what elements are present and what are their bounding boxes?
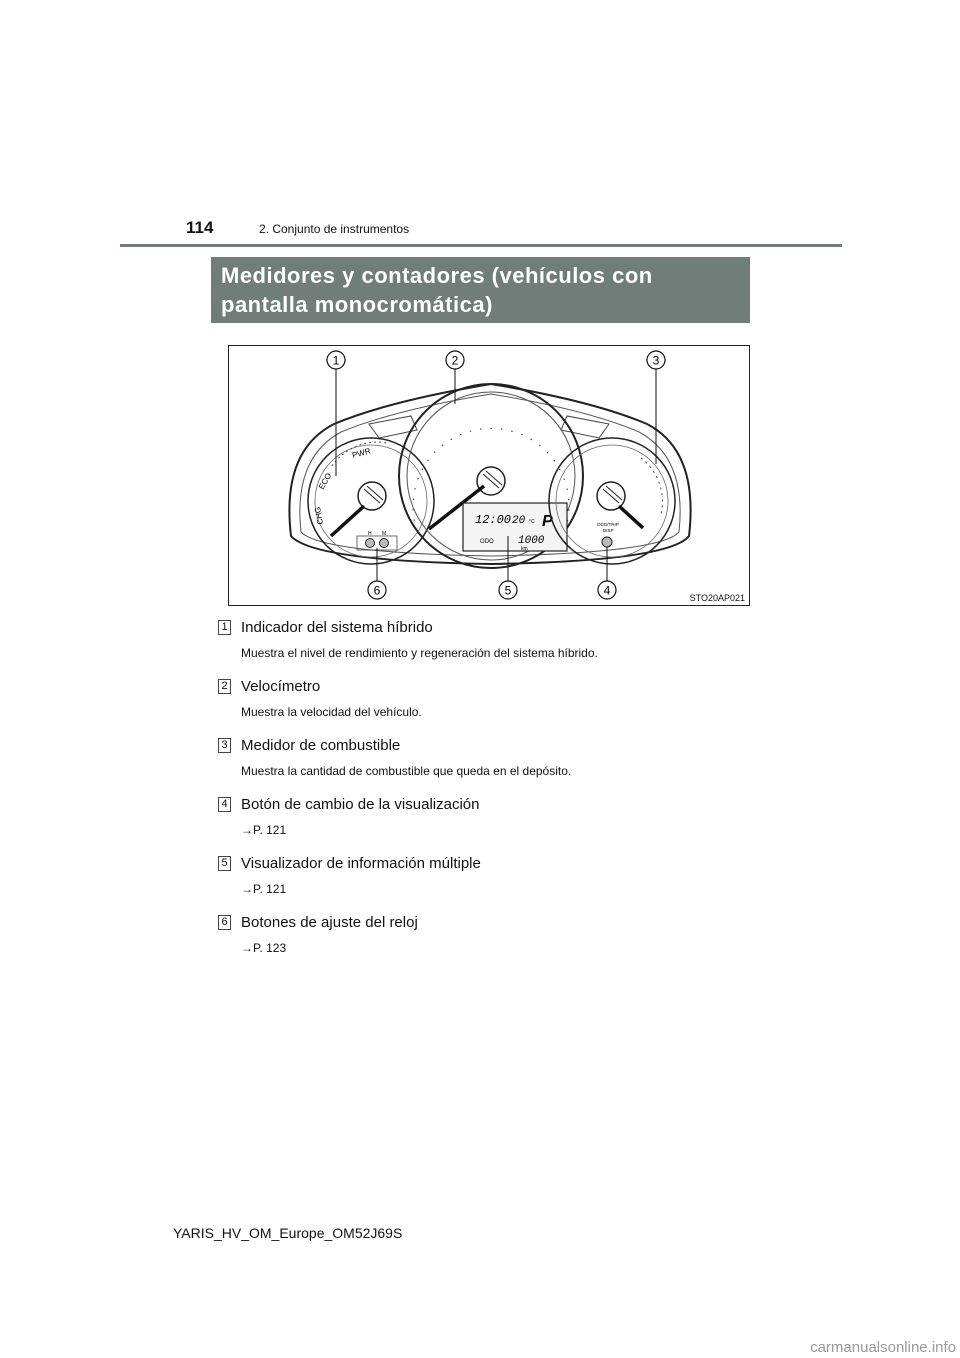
- svg-text:4: 4: [603, 583, 611, 598]
- document-id: YARIS_HV_OM_Europe_OM52J69S: [173, 1225, 403, 1241]
- chg-label: CHG: [313, 506, 325, 526]
- page-reference-link[interactable]: →P. 121: [241, 882, 287, 896]
- item-title: Botones de ajuste del reloj: [241, 913, 418, 931]
- display-gear: P: [542, 513, 553, 530]
- component-list: [218, 617, 758, 958]
- eco-label: ECO: [316, 471, 334, 491]
- item-title: Medidor de combustible: [241, 736, 401, 754]
- watermark: carmanualsonline.info: [810, 1339, 956, 1356]
- list-item: [218, 853, 758, 899]
- list-item: [218, 617, 758, 663]
- list-item: [218, 735, 758, 781]
- list-item: [218, 794, 758, 840]
- chapter-title: 2. Conjunto de instrumentos: [259, 222, 410, 236]
- item-title: Indicador del sistema híbrido: [241, 618, 433, 636]
- callout-6: [368, 581, 386, 599]
- section-title-line2: pantalla monocromática): [221, 292, 493, 317]
- page-number: 114: [186, 218, 214, 237]
- display-change-button[interactable]: [602, 537, 612, 547]
- fuel-gauge-scale: [641, 458, 662, 514]
- svg-text:1: 1: [332, 353, 340, 368]
- figure-code: STO20AP021: [689, 593, 745, 603]
- item-number: 4: [218, 797, 231, 812]
- display-temperature: 20: [512, 515, 526, 527]
- item-number: 3: [218, 738, 231, 753]
- display-odometer: 1000: [518, 535, 545, 547]
- item-title: Botón de cambio de la visualización: [241, 795, 480, 813]
- pwr-label: PWR: [351, 446, 372, 460]
- item-number: 1: [218, 620, 231, 635]
- page-reference-link[interactable]: →P. 121: [241, 823, 287, 837]
- svg-text:2: 2: [451, 353, 459, 368]
- list-item: [218, 676, 758, 722]
- callout-4: [598, 581, 616, 599]
- item-description: Muestra el nivel de rendimiento y regeneración del sistema híbrido.: [241, 646, 598, 660]
- disp-label: DISP: [603, 528, 614, 533]
- item-description: Muestra la velocidad del vehículo.: [241, 705, 422, 719]
- display-temperature-unit: °C: [529, 519, 535, 525]
- display-clock: 12:00: [475, 513, 512, 527]
- item-number: 2: [218, 679, 231, 694]
- page-reference-link[interactable]: →P. 123: [241, 941, 287, 955]
- display-odo-unit: km: [521, 546, 528, 552]
- svg-text:6: 6: [373, 583, 381, 598]
- h-button-label: H: [368, 531, 372, 537]
- item-title: Velocímetro: [241, 677, 321, 695]
- callout-5: [499, 581, 517, 599]
- hybrid-gauge-needle: [331, 506, 364, 536]
- clock-button-bracket: [357, 536, 397, 550]
- section-title-line1: Medidores y contadores (vehículos con: [221, 263, 653, 288]
- instrument-cluster-illustration: [229, 346, 749, 605]
- svg-text:3: 3: [652, 353, 660, 368]
- item-description: Muestra la cantidad de combustible que queda en el depósito.: [241, 764, 572, 778]
- item-title: Visualizador de información múltiple: [241, 854, 481, 872]
- callout-3: [647, 351, 665, 369]
- header-rule: [120, 244, 842, 247]
- clock-hour-button[interactable]: [366, 539, 375, 548]
- odo-trip-label: ODO/TRIP: [597, 522, 619, 527]
- callout-1: [327, 351, 345, 369]
- item-number: 5: [218, 856, 231, 871]
- clock-minute-button[interactable]: [380, 539, 389, 548]
- fuel-gauge-needle: [619, 506, 643, 528]
- list-item: [218, 912, 758, 958]
- item-number: 6: [218, 915, 231, 930]
- section-title-banner: [211, 257, 750, 323]
- display-odo-mode: ODO: [480, 539, 494, 545]
- instrument-cluster-figure: [228, 345, 750, 606]
- m-button-label: M: [382, 531, 387, 537]
- callout-2: [446, 351, 464, 369]
- svg-text:5: 5: [504, 583, 512, 598]
